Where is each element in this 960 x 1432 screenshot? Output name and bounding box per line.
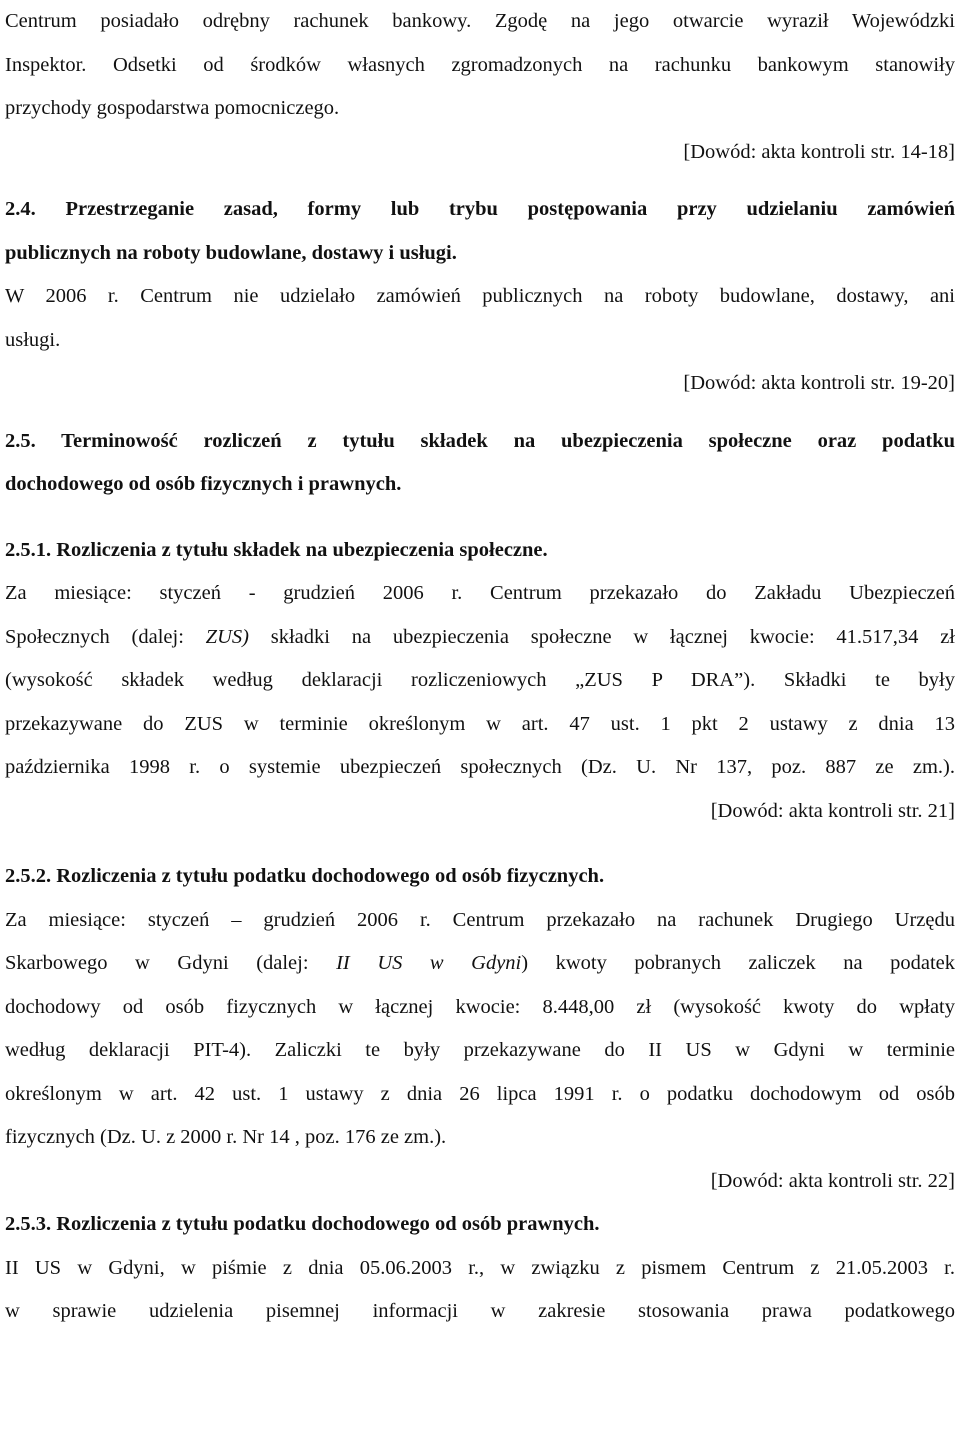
section-heading-2-5-1: 2.5.1. Rozliczenia z tytułu składek na ubezpieczenia społeczne.	[5, 538, 548, 561]
body-text-line: określonym w art. 42 ust. 1 ustawy z dnia 26 lipca 1991 r. o podatku dochodowym od osób	[5, 1082, 955, 1105]
body-text-line	[5, 616, 955, 660]
document-page	[5, 0, 955, 1334]
body-text-line: przekazywane do ZUS w terminie określonym w art. 47 ust. 1 pkt 2 ustawy z dnia 13	[5, 712, 955, 735]
body-text-line: usługi.	[5, 328, 61, 351]
section-heading-2-4-cont: publicznych na roboty budowlane, dostawy i usługi.	[5, 241, 457, 264]
body-text-line: Za miesiące: styczeń - grudzień 2006 r. Centrum przekazało do Zakładu Ubezpieczeń	[5, 582, 955, 604]
abbreviation-italic: II US w Gdyni	[336, 952, 522, 974]
evidence-reference: [Dowód: akta kontroli str. 22]	[710, 1169, 955, 1192]
body-text-line: w sprawie udzielenia pisemnej informacji w zakresie stosowania prawa podatkowego	[5, 1300, 955, 1322]
body-text-line: według deklaracji PIT-4). Zaliczki te były przekazywane do II US w Gdyni w terminie	[5, 1039, 955, 1061]
section-heading-2-5-3: 2.5.3. Rozliczenia z tytułu podatku dochodowego od osób prawnych.	[5, 1213, 600, 1235]
section-heading-2-4: 2.4. Przestrzeganie zasad, formy lub trybu postępowania przy udzielaniu zamówień	[5, 198, 955, 220]
body-text-line: II US w Gdyni, w piśmie z dnia 05.06.2003 r., w związku z pismem Centrum z 21.05.2003 r.	[5, 1256, 955, 1279]
text-run: składki na ubezpieczenia społeczne w łącznej kwocie: 41.517,34 zł	[248, 625, 955, 648]
evidence-reference: [Dowód: akta kontroli str. 14-18]	[683, 140, 955, 163]
body-text-line: przychody gospodarstwa pomocniczego.	[5, 97, 340, 119]
section-heading-2-5-2: 2.5.2. Rozliczenia z tytułu podatku dochodowego od osób fizycznych.	[5, 865, 605, 887]
abbreviation-italic: ZUS)	[205, 625, 249, 648]
body-text-line: Za miesiące: styczeń – grudzień 2006 r. Centrum przekazało na rachunek Drugiego Urzędu	[5, 908, 955, 931]
body-text-line: października 1998 r. o systemie ubezpieczeń społecznych (Dz. U. Nr 137, poz. 887 ze zm.).	[5, 756, 955, 778]
body-text-line	[5, 942, 955, 986]
body-text-line: W 2006 r. Centrum nie udzielało zamówień publicznych na roboty budowlane, dostawy, ani	[5, 285, 955, 307]
text-run: ) kwoty pobranych zaliczek na podatek	[521, 952, 955, 974]
body-text-line: (wysokość składek według deklaracji rozliczeniowych „ZUS P DRA”). Składki te były	[5, 669, 955, 691]
body-text-line: fizycznych (Dz. U. z 2000 r. Nr 14 , poz. 176 ze zm.).	[5, 1126, 447, 1148]
body-text-line: Centrum posiadało odrębny rachunek bankowy. Zgodę na jego otwarcie wyraził Wojewódzki	[5, 10, 955, 32]
body-text-line: Inspektor. Odsetki od środków własnych zgromadzonych na rachunku bankowym stanowiły	[5, 53, 955, 76]
body-text-line: dochodowy od osób fizycznych w łącznej kwocie: 8.448,00 zł (wysokość kwoty do wpłaty	[5, 995, 955, 1018]
text-run: Społecznych (dalej:	[5, 625, 206, 648]
section-heading-2-5-cont: dochodowego od osób fizycznych i prawnych.	[5, 473, 402, 495]
text-run: Skarbowego w Gdyni (dalej:	[5, 952, 337, 974]
section-heading-2-5: 2.5. Terminowość rozliczeń z tytułu składek na ubezpieczenia społeczne oraz podatku	[5, 429, 955, 452]
evidence-reference: [Dowód: akta kontroli str. 21]	[710, 799, 955, 822]
evidence-reference: [Dowód: akta kontroli str. 19-20]	[683, 372, 955, 394]
